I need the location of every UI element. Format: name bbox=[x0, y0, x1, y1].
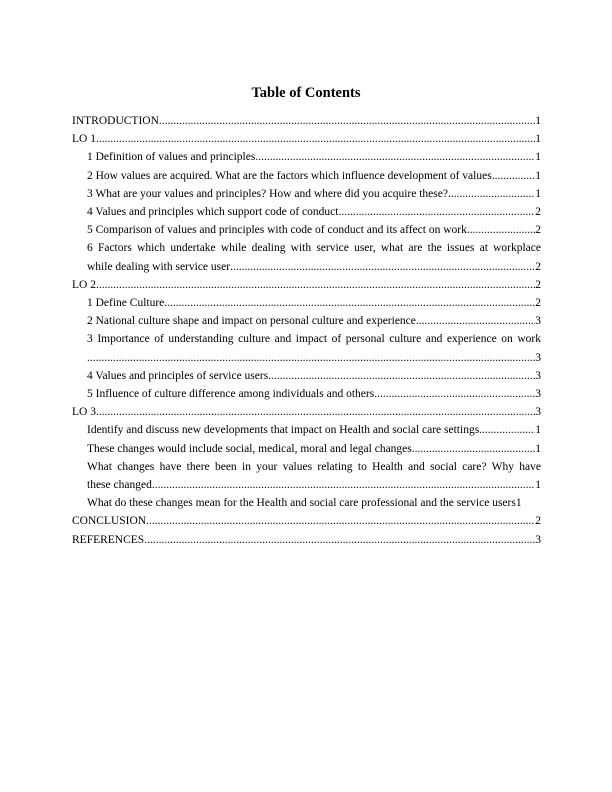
toc-leader-dots bbox=[338, 203, 535, 221]
toc-page-number: 3 bbox=[535, 406, 541, 419]
toc-page-number: 1 bbox=[535, 133, 541, 146]
toc-leader-dots bbox=[164, 294, 535, 312]
toc-page-number: 2 bbox=[535, 297, 541, 310]
toc-entry-text: 1 Define Culture bbox=[87, 297, 165, 310]
toc-leader-dots bbox=[230, 258, 535, 276]
toc-entry[interactable] bbox=[72, 221, 541, 239]
toc-entry[interactable] bbox=[72, 294, 541, 312]
toc-entry-text: 4 Values and principles which support code of conduct bbox=[87, 206, 339, 219]
toc-page-number: 2 bbox=[535, 224, 541, 237]
toc-leader-dots bbox=[96, 130, 535, 148]
toc-entry[interactable] bbox=[72, 112, 541, 130]
toc-entry-text: What do these changes mean for the Health and social care professional and the service users bbox=[87, 497, 516, 510]
toc-page-number: 1 bbox=[535, 151, 541, 164]
toc-list bbox=[72, 112, 541, 549]
toc-title: Table of Contents bbox=[251, 85, 361, 101]
toc-page-number: 1 bbox=[535, 115, 541, 127]
toc-page-number: 1 bbox=[535, 169, 541, 182]
toc-entry-text: 5 Influence of culture difference among individuals and others bbox=[87, 388, 375, 401]
toc-page-number: 3 bbox=[535, 533, 541, 546]
toc-entry[interactable] bbox=[72, 440, 541, 458]
toc-leader-dots bbox=[146, 512, 535, 530]
toc-entry-text: INTRODUCTION bbox=[72, 115, 159, 127]
toc-page-number: 1 bbox=[535, 424, 541, 437]
toc-entry[interactable] bbox=[72, 276, 541, 294]
toc-leader-dots bbox=[448, 185, 535, 203]
toc-entry[interactable] bbox=[72, 367, 541, 385]
toc-page-number: 1 bbox=[535, 442, 541, 455]
toc-entry[interactable] bbox=[72, 531, 541, 549]
toc-entry-text: 5 Comparison of values and principles with code of conduct and its affect on work bbox=[87, 224, 467, 237]
toc-entry-text: CONCLUSION bbox=[72, 515, 147, 528]
toc-page-number: 3 bbox=[535, 315, 541, 328]
toc-page-number: 2 bbox=[535, 206, 541, 219]
toc-leader-dots bbox=[268, 367, 535, 385]
toc-entry-text: 3 What are your values and principles? How and where did you acquire these? bbox=[87, 187, 448, 200]
toc-entry-text: These changes would include social, medical, moral and legal changes bbox=[87, 442, 412, 455]
toc-page-number: 3 bbox=[535, 369, 541, 382]
toc-leader-dots bbox=[159, 112, 535, 130]
toc-leader-dots bbox=[255, 148, 535, 166]
toc-entry-text: while dealing with service user bbox=[87, 260, 231, 273]
toc-leader-dots bbox=[416, 312, 535, 330]
toc-leader-dots bbox=[144, 531, 535, 549]
toc-entry[interactable] bbox=[72, 130, 541, 148]
toc-entry[interactable] bbox=[72, 167, 541, 185]
toc-page-number: 1 bbox=[535, 479, 541, 492]
toc-entry-text: 1 Definition of values and principles bbox=[87, 151, 256, 164]
toc-page-number: 3 bbox=[535, 388, 541, 401]
toc-entry[interactable] bbox=[72, 239, 541, 275]
toc-entry-text-first-line: What changes have there been in your values relating to Health and social care? Why have bbox=[87, 460, 541, 473]
toc-entry-text: LO 3 bbox=[72, 406, 96, 419]
toc-entry[interactable] bbox=[72, 185, 541, 203]
toc-entry[interactable] bbox=[72, 421, 541, 439]
toc-entry-text: 2 How values are acquired. What are the factors which influence development of values bbox=[87, 169, 492, 182]
toc-leader-dots bbox=[87, 349, 535, 367]
toc-leader-dots bbox=[492, 167, 536, 185]
toc-entry-text: REFERENCES bbox=[72, 533, 145, 546]
toc-leader-dots bbox=[152, 476, 535, 494]
toc-leader-dots bbox=[479, 421, 535, 439]
toc-leader-dots bbox=[467, 221, 535, 239]
toc-page-number: 3 bbox=[535, 351, 541, 364]
toc-entry[interactable] bbox=[72, 403, 541, 421]
toc-entry-text: LO 2 bbox=[72, 278, 96, 291]
toc-entry[interactable] bbox=[72, 385, 541, 403]
toc-leader-dots bbox=[374, 385, 535, 403]
toc-leader-dots bbox=[412, 440, 535, 458]
toc-page-number: 2 bbox=[535, 278, 541, 291]
toc-entry-text: 2 National culture shape and impact on personal culture and experience bbox=[87, 315, 416, 328]
toc-entry-text: these changed bbox=[87, 479, 152, 492]
toc-entry[interactable] bbox=[72, 458, 541, 494]
toc-page-number: 1 bbox=[535, 187, 541, 200]
toc-page-number: 2 bbox=[535, 260, 541, 273]
toc-entry-text-first-line: 6 Factors which undertake while dealing with service user, what are the issues at workplace bbox=[87, 242, 541, 255]
toc-entry-text: 4 Values and principles of service users bbox=[87, 369, 269, 382]
toc-page-number: 1 bbox=[515, 497, 522, 510]
toc-entry[interactable] bbox=[72, 512, 541, 530]
toc-entry[interactable] bbox=[72, 312, 541, 330]
toc-page-number: 2 bbox=[535, 515, 541, 528]
toc-entry[interactable] bbox=[72, 330, 541, 366]
toc-leader-dots bbox=[96, 276, 535, 294]
toc-entry[interactable] bbox=[72, 148, 541, 166]
toc-entry-text: Identify and discuss new developments that impact on Health and social care settings bbox=[87, 424, 480, 437]
toc-entry-text: LO 1 bbox=[72, 133, 96, 146]
toc-entry[interactable] bbox=[72, 494, 541, 512]
toc-entry[interactable] bbox=[72, 203, 541, 221]
toc-leader-dots bbox=[96, 403, 535, 421]
toc-entry-text-first-line: 3 Importance of understanding culture and impact of personal culture and experience on work bbox=[87, 333, 541, 346]
